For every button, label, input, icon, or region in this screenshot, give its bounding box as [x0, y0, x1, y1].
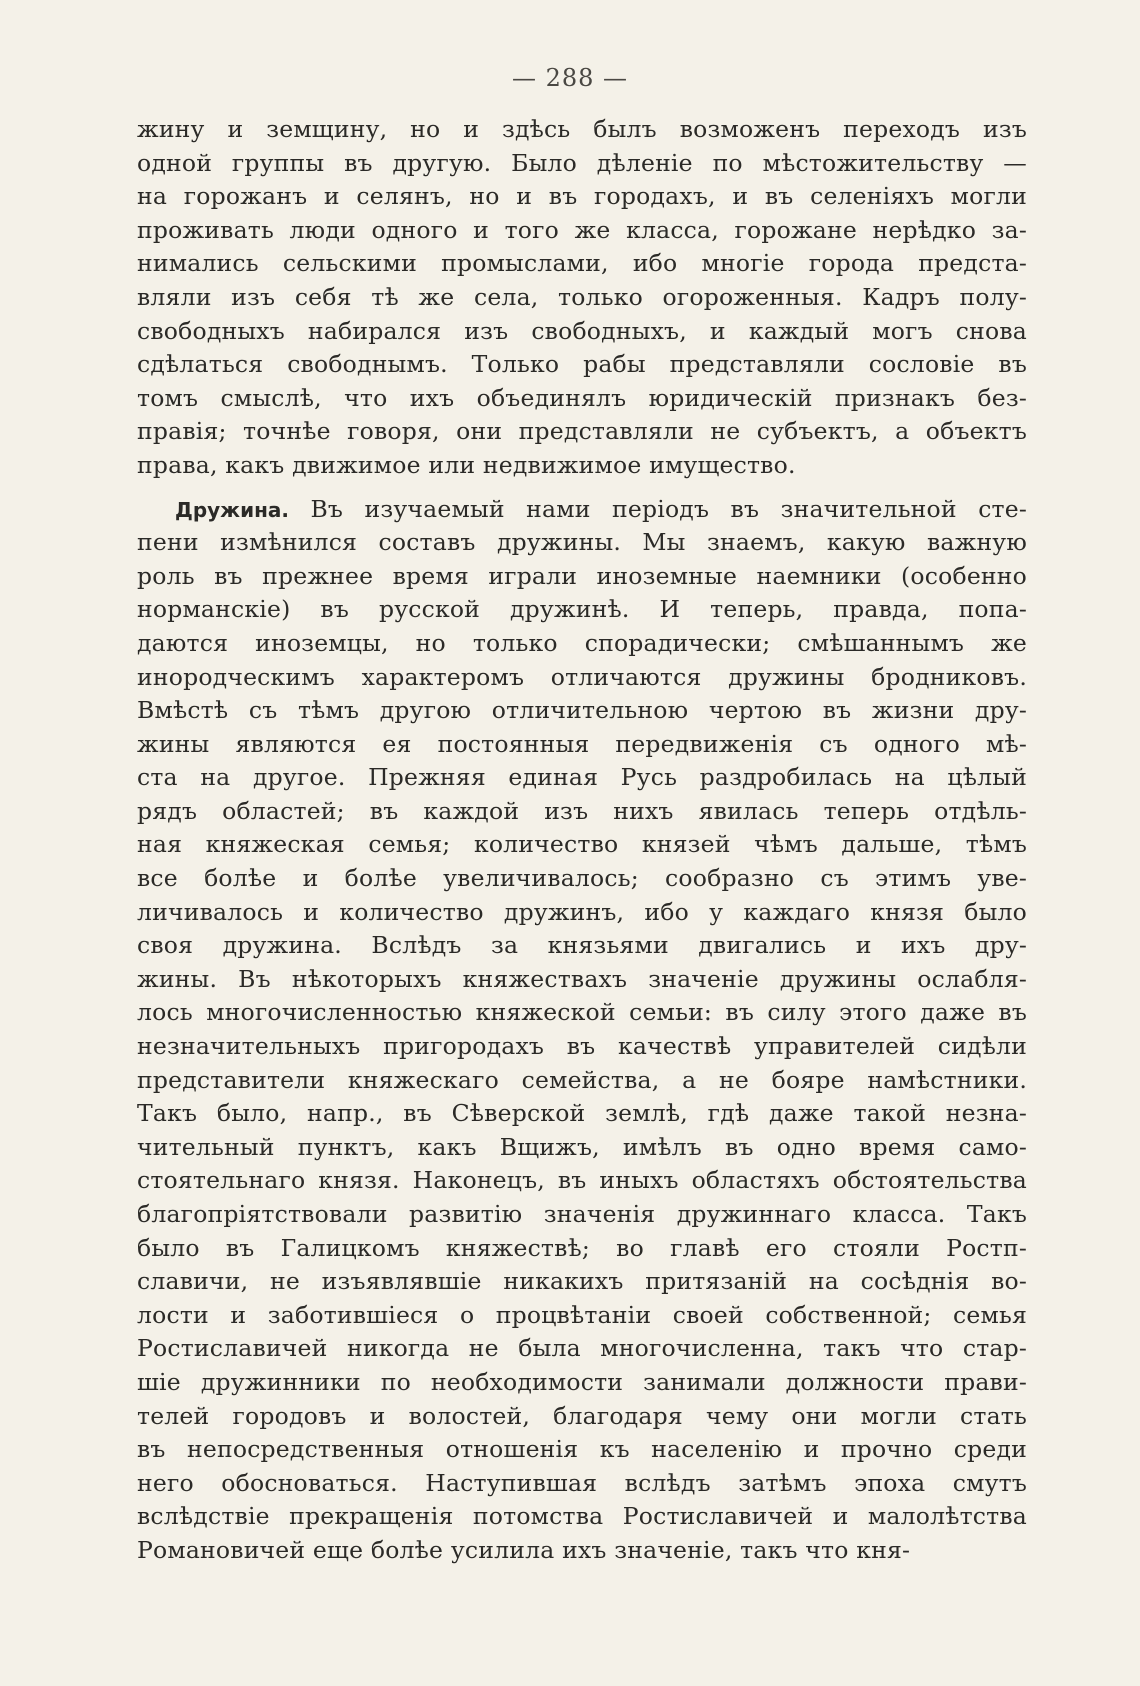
- text-line: чительный пунктъ, какъ Вщижъ, имѣлъ въ одно время само-: [137, 1132, 1027, 1161]
- text-line: ная княжеская семья; количество князей чѣмъ дальше, тѣмъ: [137, 830, 1027, 859]
- text-line: норманскіе) въ русской дружинѣ. И теперь, правда, попа-: [137, 595, 1027, 624]
- text-line: Такъ было, напр., въ Сѣверской землѣ, гдѣ даже такой незна-: [137, 1099, 1027, 1128]
- text-line: лось многочисленностью княжеской семьи: въ силу этого даже въ: [137, 998, 1027, 1027]
- paragraph-household-classes: [137, 113, 1027, 483]
- text-line: шіе дружинники по необходимости занимали должности прави-: [137, 1367, 1027, 1396]
- text-line: жину и земщину, но и здѣсь былъ возможенъ переходъ изъ: [137, 115, 1027, 143]
- paragraph-druzhina: [137, 493, 1027, 1568]
- text-line: стоятельнаго князя. Наконецъ, въ иныхъ областяхъ обстоятельства: [137, 1166, 1027, 1195]
- text-line: телей городовъ и волостей, благодаря чему они могли стать: [137, 1401, 1027, 1430]
- text-line: Ростиславичей никогда не была многочисленна, такъ что стар-: [137, 1334, 1027, 1363]
- paragraph-first-line: [137, 493, 1027, 527]
- text-line: жины являются ея постоянныя передвиженія съ одного мѣ-: [137, 729, 1027, 758]
- text-line: рядъ областей; въ каждой изъ нихъ явилась теперь отдѣль-: [137, 796, 1027, 825]
- text-line: незначительныхъ пригородахъ въ качествѣ управителей сидѣли: [137, 1032, 1027, 1061]
- text-line: славичи, не изъявлявшіе никакихъ притязаній на сосѣднія во-: [137, 1267, 1027, 1296]
- text-line: нимались сельскими промыслами, ибо многіе города предста-: [137, 249, 1027, 278]
- text-line: своя дружина. Вслѣдъ за князьями двигались и ихъ дру-: [137, 931, 1027, 960]
- text-line: лости и заботившіеся о процвѣтаніи своей собственной; семья: [137, 1300, 1027, 1329]
- text-line: было въ Галицкомъ княжествѣ; во главѣ его стояли Ростп-: [137, 1233, 1027, 1262]
- text-line: Романовичей еще болѣе усилила ихъ значеніе, такъ что кня-: [137, 1535, 911, 1564]
- text-line: одной группы въ другую. Было дѣленіе по мѣстожительству —: [137, 148, 1027, 177]
- text-line: сдѣлаться свободнымъ. Только рабы представляли сословіе въ: [137, 350, 1027, 379]
- text-line: томъ смыслѣ, что ихъ объединялъ юридическій признакъ без-: [137, 383, 1027, 412]
- text-line: роль въ прежнее время играли иноземные наемники (особенно: [137, 561, 1027, 590]
- text-line: вслѣдствіе прекращенія потомства Ростиславичей и малолѣтства: [137, 1502, 1027, 1531]
- text-line: представители княжескаго семейства, а не бояре намѣстники.: [137, 1065, 1027, 1094]
- text-line: даются иноземцы, но только спорадически; смѣшаннымъ же: [137, 628, 1027, 657]
- text-line: права, какъ движимое или недвижимое имущество.: [137, 450, 796, 479]
- text-line: ста на другое. Прежняя единая Русь раздробилась на цѣлый: [137, 763, 1027, 792]
- text-line: проживать люди одного и того же класса, горожане нерѣдко за-: [137, 215, 1027, 244]
- text-line: на горожанъ и селянъ, но и въ городахъ, и въ селеніяхъ могли: [137, 182, 1027, 211]
- text-line: все болѣе и болѣе увеличивалось; сообразно съ этимъ уве-: [137, 864, 1027, 893]
- page-number: — 288 —: [511, 64, 629, 92]
- text-line: личивалось и количество дружинъ, ибо у каждаго князя было: [137, 897, 1027, 926]
- section-heading: Дружина.: [175, 497, 289, 522]
- text-line: инородческимъ характеромъ отличаются дружины бродниковъ.: [137, 662, 1027, 691]
- text-line: жины. Въ нѣкоторыхъ княжествахъ значеніе дружины ослабля-: [137, 964, 1027, 993]
- text-line: благопріятствовали развитію значенія дружиннаго класса. Такъ: [137, 1200, 1027, 1228]
- text-line: Вмѣстѣ съ тѣмъ другою отличительною чертою въ жизни дру-: [137, 696, 1027, 725]
- text-line: въ непосредственныя отношенія къ населенію и прочно среди: [137, 1435, 1027, 1464]
- body-text: [137, 113, 1027, 1568]
- text-line: правія; точнѣе говоря, они представляли не субъектъ, а объектъ: [137, 417, 1027, 446]
- text-line: пени измѣнился составъ дружины. Мы знаемъ, какую важную: [137, 528, 1027, 557]
- text-line: него обосноваться. Наступившая вслѣдъ затѣмъ эпоха смутъ: [137, 1468, 1027, 1497]
- text-line: вляли изъ себя тѣ же села, только огороженныя. Кадръ полу-: [137, 282, 1027, 311]
- text-line: свободныхъ набирался изъ свободныхъ, и каждый могъ снова: [137, 316, 1027, 345]
- paragraph-first-line-text: Въ изучаемый нами періодъ въ значительной сте-: [310, 494, 1028, 523]
